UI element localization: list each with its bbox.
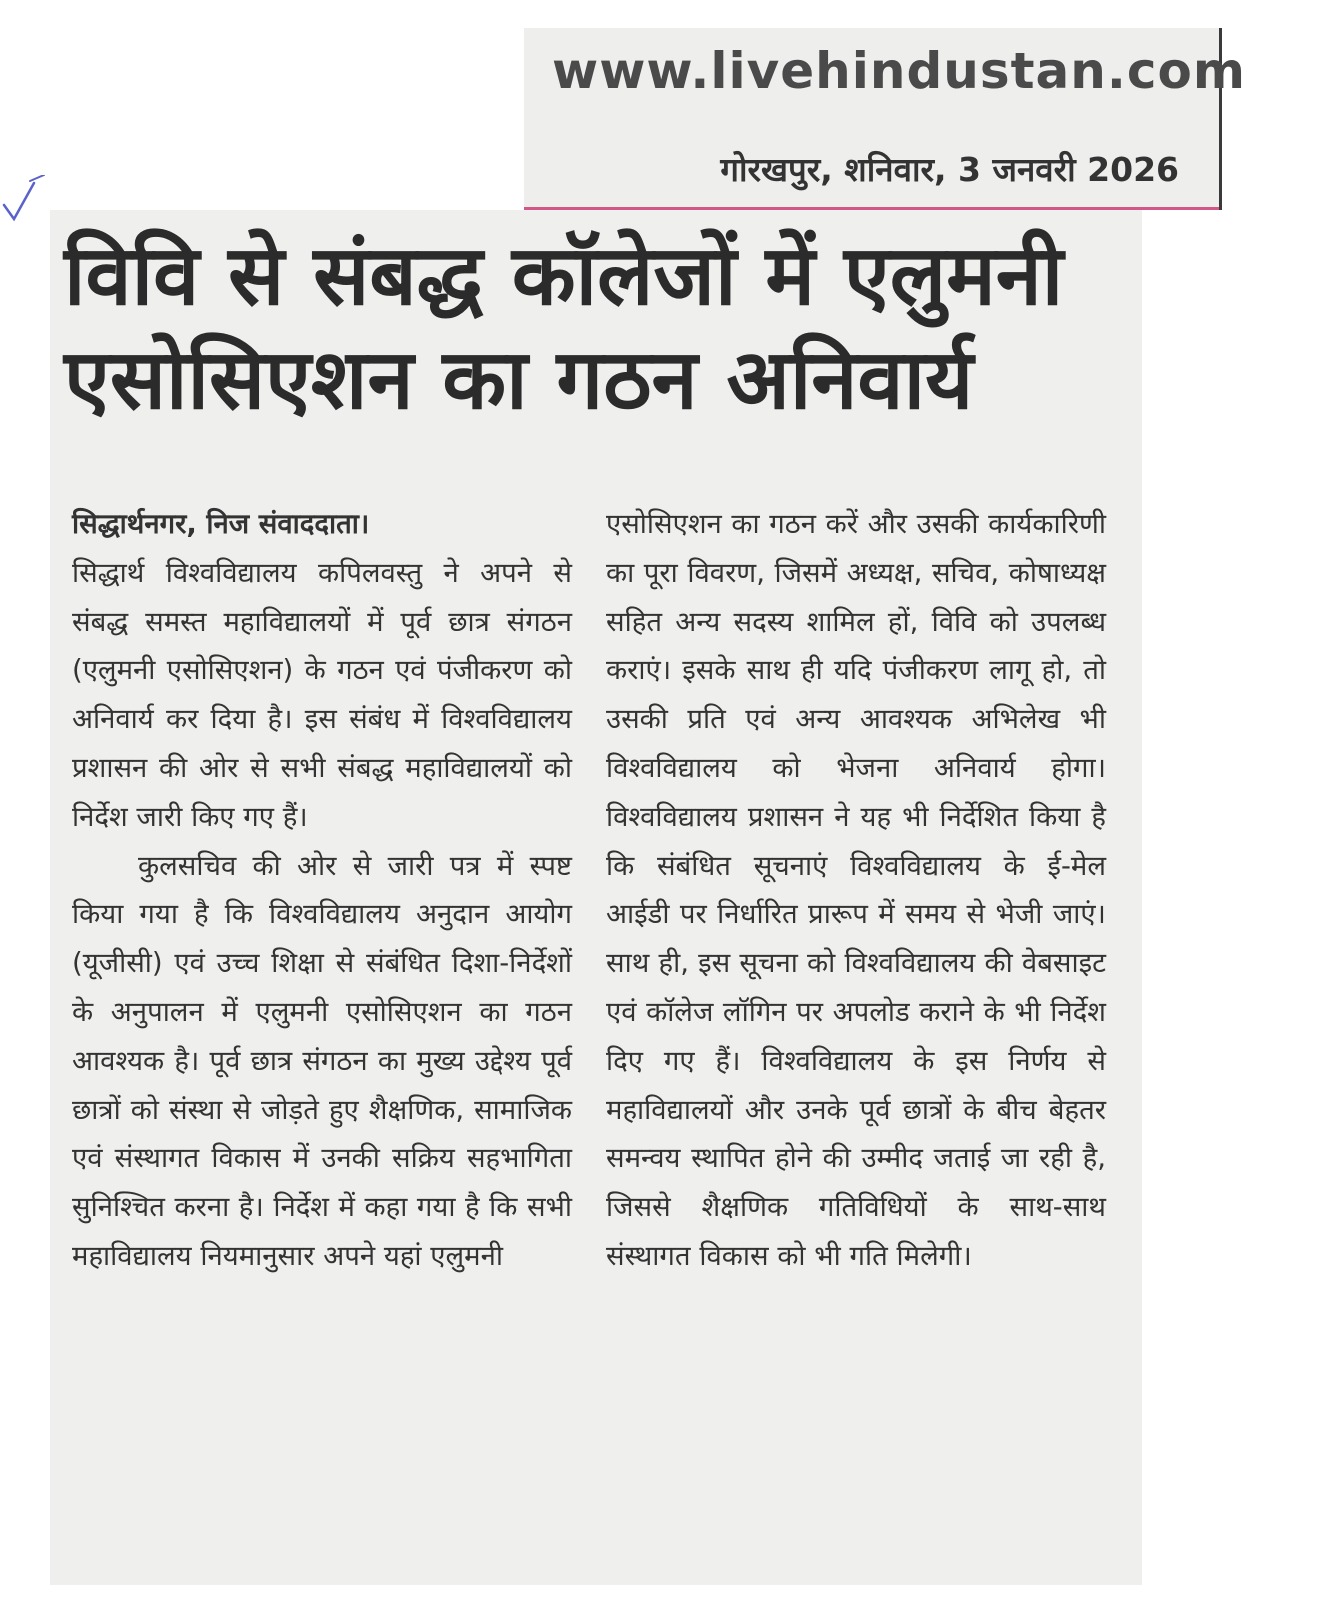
article-column-left	[72, 500, 572, 1281]
paragraph-1: सिद्धार्थ विश्वविद्यालय कपिलवस्तु ने अपने से संबद्ध समस्त महाविद्यालयों में पूर्व छात्र संगठन (एलुमनी एसोसिएशन) के गठन एवं पंजीकरण को अनिवार्य कर दिया है। इस संबंध में विश्वविद्यालय प्रशासन की ओर से सभी संबद्ध महाविद्यालयों को निर्देश जारी किए गए हैं।	[72, 556, 572, 833]
headline-line-2: एसोसिएशन का गठन अनिवार्य	[64, 331, 974, 428]
headline	[64, 224, 1124, 432]
news-clipping	[50, 210, 1142, 1585]
paragraph-3: एसोसिएशन का गठन करें और उसकी कार्यकारिणी का पूरा विवरण, जिसमें अध्यक्ष, सचिव, कोषाध्यक्ष सहित अन्य सदस्य शामिल हों, विवि को उपलब्ध कराएं। इसके साथ ही यदि पंजीकरण लागू हो, तो उसकी प्रति एवं अन्य आवश्यक अभिलेख भी विश्वविद्यालय को भेजना अनिवार्य होगा। विश्वविद्यालय प्रशासन ने यह भी निर्देशित किया है कि संबंधित सूचनाएं विश्वविद्यालय के ई-मेल आईडी पर निर्धारित प्रारूप में समय से भेजी जाएं। साथ ही, इस सूचना को विश्वविद्यालय की वेबसाइट एवं कॉलेज लॉगिन पर अपलोड कराने के भी निर्देश दिए गए हैं। विश्वविद्यालय के इस निर्णय से महाविद्यालयों और उनके पूर्व छात्रों के बीच बेहतर समन्वय स्थापित होने की उम्मीद जताई जा रही है, जिससे शैक्षणिक गतिविधियों के साथ-साथ संस्थागत विकास को भी गति मिलेगी।	[606, 508, 1106, 1272]
article-column-right	[606, 500, 1106, 1281]
dateline: गोरखपुर, शनिवार, 3 जनवरी 2026	[720, 150, 1179, 189]
byline: सिद्धार्थनगर, निज संवाददाता।	[72, 508, 370, 540]
headline-line-1: विवि से संबद्ध कॉलेजों में एलुमनी	[64, 227, 1064, 324]
masthead	[524, 28, 1246, 210]
paragraph-2: कुलसचिव की ओर से जारी पत्र में स्पष्ट किया गया है कि विश्वविद्यालय अनुदान आयोग (यूजीसी) एवं उच्च शिक्षा से संबंधित दिशा-निर्देशों के अनुपालन में एलुमनी एसोसिएशन का गठन आवश्यक है। पूर्व छात्र संगठन का मुख्य उद्देश्य पूर्व छात्रों को संस्था से जोड़ते हुए शैक्षणिक, सामाजिक एवं संस्थागत विकास में उनकी सक्रिय सहभागिता सुनिश्चित करना है। निर्देश में कहा गया है कि सभी महाविद्यालय नियमानुसार अपने यहां एलुमनी	[72, 849, 572, 1272]
site-url: www.livehindustan.com	[552, 42, 1246, 100]
